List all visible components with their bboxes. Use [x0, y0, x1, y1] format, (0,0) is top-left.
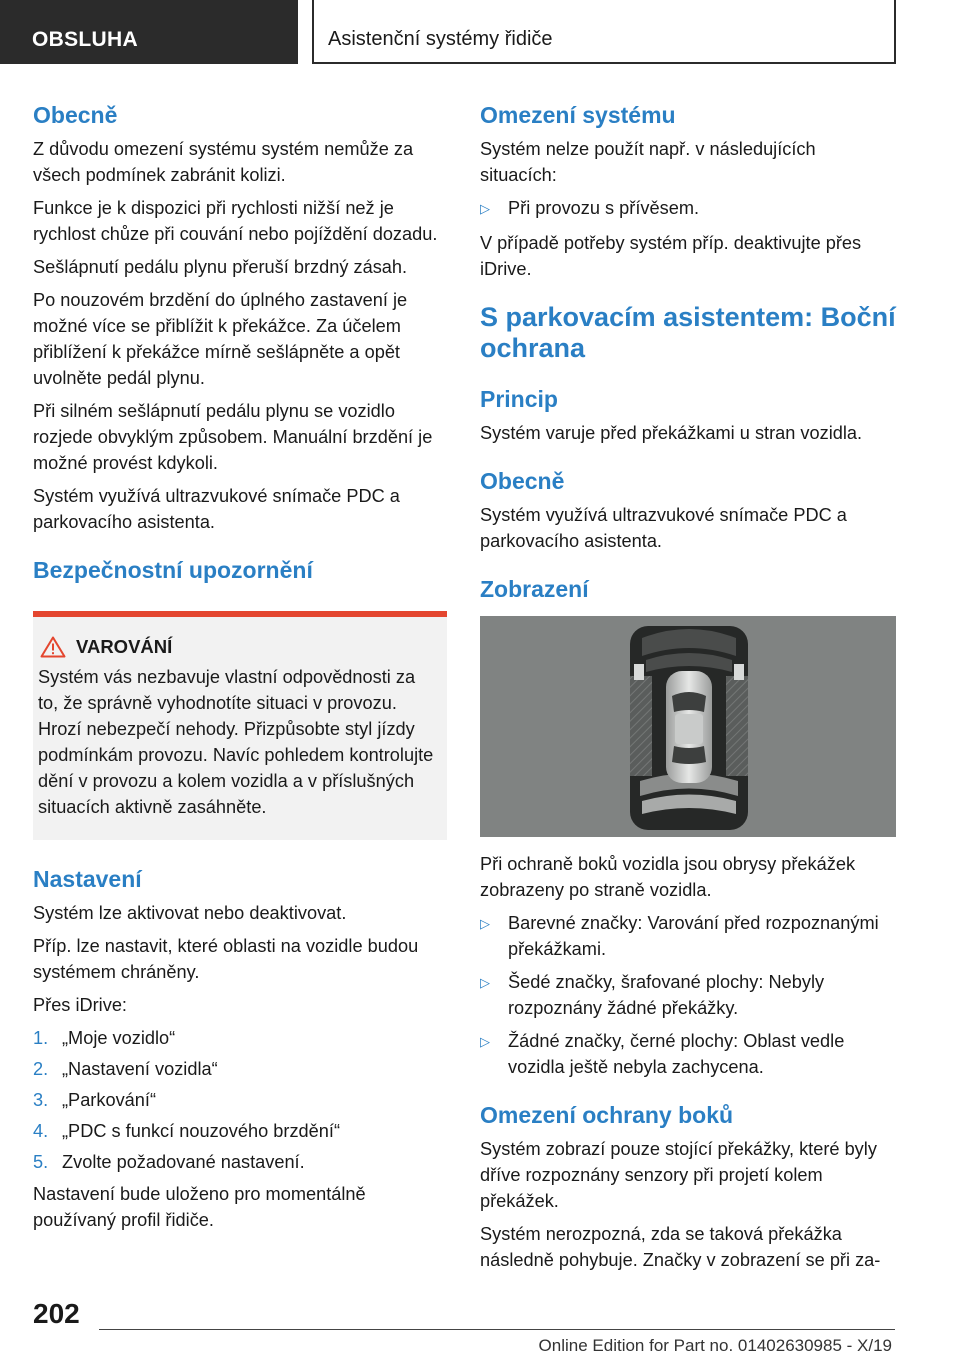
heading-system-limits: Omezení systému: [480, 102, 676, 128]
page-number: 202: [33, 1298, 80, 1329]
step-number: 5.: [33, 1152, 49, 1172]
limits-list: [480, 195, 896, 222]
step-text: Zvolte požadované nastavení.: [62, 1152, 305, 1172]
paragraph: Při silném sešlápnutí pedálu plynu se vozidlo rozjede obvyklým způsobem. Manuální brzdění je možné provést kdykoli.: [33, 401, 433, 473]
paragraph: Příp. lze nastavit, které oblasti na vozidle budou systémem chráněny.: [33, 936, 419, 982]
list-item: [33, 1087, 447, 1113]
side-protection-display-image: [480, 616, 896, 837]
left-column: [33, 100, 447, 1240]
paragraph: Systém lze aktivovat nebo deaktivovat.: [33, 903, 347, 923]
footer-divider: [99, 1329, 895, 1330]
settings-steps: [33, 1025, 447, 1175]
list-item: [33, 1025, 447, 1051]
paragraph: Funkce je k dispozici při rychlosti nižší než je rychlost chůze při couvání nebo pojíždění dozadu.: [33, 198, 438, 244]
paragraph: Přes iDrive:: [33, 995, 127, 1015]
right-column: [480, 100, 896, 1280]
paragraph: V případě potřeby systém příp. deaktivujte přes iDrive.: [480, 233, 862, 279]
warning-label: VAROVÁNÍ: [76, 636, 173, 657]
paragraph: Systém využívá ultrazvukové snímače PDC a parkovacího asistenta.: [33, 486, 400, 532]
heading-display: Zobrazení: [480, 576, 589, 602]
step-number: 4.: [33, 1121, 49, 1141]
step-number: 1.: [33, 1028, 49, 1048]
bullet-triangle-icon: ▷: [480, 975, 490, 990]
bullet-text: Při provozu s přívěsem.: [508, 198, 700, 218]
list-item: [33, 1149, 447, 1175]
warning-triangle-icon: [40, 636, 66, 658]
paragraph: Systém nelze použít např. v následujících situacích:: [480, 139, 816, 185]
step-number: 2.: [33, 1059, 49, 1079]
paragraph: Systém zobrazí pouze stojící překážky, které byly dříve rozpoznány senzory při projetí kolem překážek.: [480, 1139, 877, 1211]
list-item: [480, 195, 896, 222]
bullet-text: Žádné značky, černé plochy: Oblast vedle vozidla ještě nebyla zachycena.: [508, 1031, 845, 1077]
warning-header: [38, 636, 439, 658]
step-text: „Parkování“: [62, 1090, 157, 1110]
list-item: [33, 1056, 447, 1082]
bullet-triangle-icon: ▷: [480, 1034, 490, 1049]
bullet-text: Šedé značky, šrafované plochy: Nebyly rozpoznány žádné překážky.: [508, 972, 825, 1018]
paragraph: Systém nerozpozná, zda se taková překážka následně pohybuje. Značky v zobrazení se při za-: [480, 1224, 881, 1270]
heading-side-protection-limits: Omezení ochrany boků: [480, 1102, 734, 1128]
paragraph: Při ochraně boků vozidla jsou obrysy překážek zobrazeny po straně vozidla.: [480, 854, 856, 900]
chapter-tab: Asistenční systémy řidiče: [312, 0, 896, 64]
list-item: [480, 1028, 896, 1080]
edition-note: Online Edition for Part no. 01402630985 - X/19: [538, 1336, 892, 1355]
bullet-text: Barevné značky: Varování před rozpoznanými překážkami.: [508, 913, 879, 959]
step-text: „PDC s funkcí nouzového brzdění“: [62, 1121, 340, 1141]
warning-box: [33, 611, 447, 840]
warning-text: Systém vás nezbavuje vlastní odpovědnosti za to, že správně vyhodnotíte situaci v provozu. Hrozí nebezpečí nehody. Přizpůsobte styl jízdy podmínkám provozu. Navíc pohledem kontrolujte dění v provozu a kolem vozidla a v příslušných situacích aktivně zasáhněte.: [38, 667, 434, 817]
display-legend-list: [480, 910, 896, 1080]
bullet-triangle-icon: ▷: [480, 201, 490, 216]
step-text: „Nastavení vozidla“: [62, 1059, 218, 1079]
paragraph: Sešlápnutí pedálu plynu přeruší brzdný zásah.: [33, 257, 408, 277]
paragraph: Po nouzovém brzdění do úplného zastavení je možné více se přiblížit k překážce. Za účelem přiblížení k překážce mírně sešlápněte a opět uvolněte pedál plynu.: [33, 290, 408, 388]
list-item: [480, 910, 896, 962]
heading-general: Obecně: [33, 102, 118, 128]
heading-principle: Princip: [480, 386, 558, 412]
paragraph: Z důvodu omezení systému systém nemůže za všech podmínek zabránit kolizi.: [33, 139, 414, 185]
heading-safety: Bezpečnostní upozornění: [33, 557, 313, 583]
paragraph: Systém využívá ultrazvukové snímače PDC a parkovacího asistenta.: [480, 505, 847, 551]
paragraph: Nastavení bude uloženo pro momentálně používaný profil řidiče.: [33, 1184, 366, 1230]
step-number: 3.: [33, 1090, 49, 1110]
page-header: [0, 0, 960, 66]
step-text: „Moje vozidlo“: [62, 1028, 176, 1048]
section-tab: OBSLUHA: [0, 0, 298, 64]
list-item: [480, 969, 896, 1021]
heading-settings: Nastavení: [33, 866, 142, 892]
bullet-triangle-icon: ▷: [480, 916, 490, 931]
heading-side-protection: S parkovacím asistentem: Boční ochrana: [480, 302, 896, 363]
paragraph: Systém varuje před překážkami u stran vozidla.: [480, 423, 863, 443]
parking-view-illustration: [480, 616, 896, 837]
list-item: [33, 1118, 447, 1144]
heading-general-right: Obecně: [480, 468, 565, 494]
